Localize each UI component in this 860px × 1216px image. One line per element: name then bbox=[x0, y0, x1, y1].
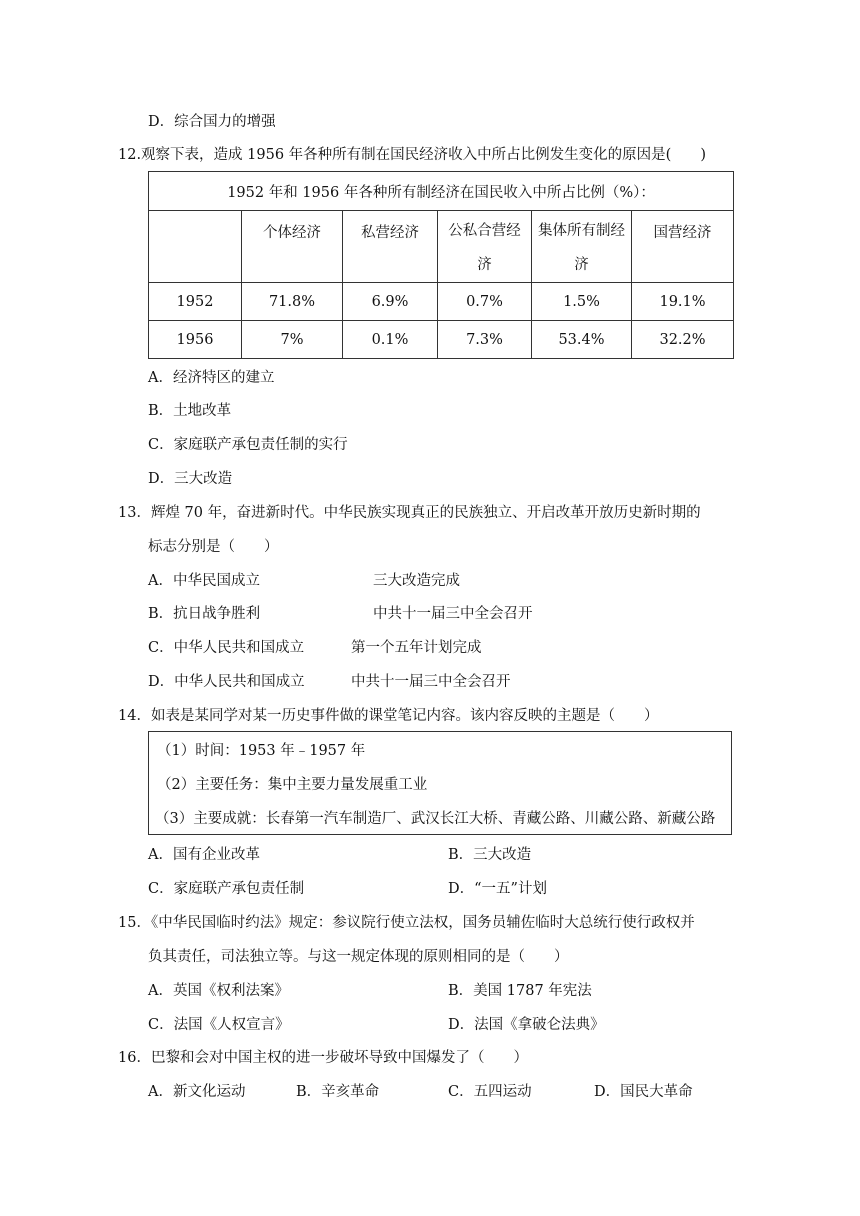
q13-option-b-detail: 中共十一届三中全会召开 bbox=[373, 606, 533, 622]
table-cell: 53.4% bbox=[532, 321, 632, 359]
table-cell: 32.2% bbox=[632, 321, 734, 359]
q12-option-c[interactable]: C．家庭联产承包责任制的实行 bbox=[148, 437, 348, 453]
q16-option-d[interactable]: D．国民大革命 bbox=[594, 1084, 693, 1100]
q14-note-time: （1）时间：1953 年﹣1957 年 bbox=[157, 743, 366, 759]
q13-stem-line1: 13．辉煌 70 年，奋进新时代。中华民族实现真正的民族独立、开启改革开放历史新时期的 bbox=[118, 505, 701, 521]
q13-option-c-detail: 第一个五年计划完成 bbox=[351, 640, 482, 656]
table-header-cell bbox=[532, 211, 632, 283]
table-cell: 0.1% bbox=[343, 321, 438, 359]
q13-option-a[interactable]: A．中华民国成立 bbox=[148, 573, 260, 589]
table-header-cell: 国营经济 bbox=[632, 211, 734, 283]
q16-option-b[interactable]: B．辛亥革命 bbox=[296, 1084, 380, 1100]
q12-option-a[interactable]: A．经济特区的建立 bbox=[148, 370, 275, 386]
table-header-cell: 私营经济 bbox=[343, 211, 438, 283]
header-line: 集体所有制经 bbox=[538, 223, 625, 239]
header-line: 公私合营经 bbox=[448, 223, 521, 239]
q14-option-b[interactable]: B．三大改造 bbox=[448, 847, 532, 863]
table-header-cell bbox=[438, 211, 532, 283]
q16-option-c[interactable]: C．五四运动 bbox=[448, 1084, 532, 1100]
q14-option-c[interactable]: C．家庭联产承包责任制 bbox=[148, 881, 305, 897]
q15-option-d[interactable]: D．法国《拿破仑法典》 bbox=[448, 1017, 605, 1033]
q13-option-b[interactable]: B．抗日战争胜利 bbox=[148, 606, 261, 622]
q12-stem: 12.观察下表，造成 1956 年各种所有制在国民经济收入中所占比例发生变化的原因是( ) bbox=[118, 147, 706, 163]
q13-option-c[interactable]: C．中华人民共和国成立 bbox=[148, 640, 305, 656]
table-row bbox=[149, 283, 734, 321]
q15-option-a[interactable]: A．英国《权利法案》 bbox=[148, 983, 289, 999]
q14-note-task: （2）主要任务：集中主要力量发展重工业 bbox=[157, 777, 428, 793]
header-line: 济 bbox=[477, 257, 492, 273]
q13-option-d-detail: 中共十一届三中全会召开 bbox=[351, 674, 511, 690]
table-row bbox=[149, 321, 734, 359]
q15-option-c[interactable]: C．法国《人权宣言》 bbox=[148, 1017, 290, 1033]
q12-table bbox=[148, 171, 734, 359]
q13-stem-line2: 标志分别是（ ） bbox=[148, 539, 279, 555]
q14-notes-box bbox=[148, 731, 732, 835]
q12-option-d[interactable]: D．三大改造 bbox=[148, 471, 233, 487]
table-cell: 7% bbox=[242, 321, 343, 359]
q11-option-d: D．综合国力的增强 bbox=[148, 114, 276, 130]
q16-stem: 16．巴黎和会对中国主权的进一步破坏导致中国爆发了（ ） bbox=[118, 1050, 528, 1066]
table-cell: 19.1% bbox=[632, 283, 734, 321]
q15-stem-line2: 负其责任，司法独立等。与这一规定体现的原则相同的是（ ） bbox=[148, 949, 569, 965]
q14-option-d[interactable]: D．“一五”计划 bbox=[448, 881, 547, 897]
q14-stem: 14．如表是某同学对某一历史事件做的课堂笔记内容。该内容反映的主题是（ ） bbox=[118, 708, 659, 724]
q12-table-title: 1952 年和 1956 年各种所有制经济在国民收入中所占比例（%）： bbox=[149, 172, 734, 211]
q15-stem-line1: 15．《中华民国临时约法》规定：参议院行使立法权，国务员辅佐临时大总统行使行政权并 bbox=[118, 915, 695, 931]
table-cell: 71.8% bbox=[242, 283, 343, 321]
q13-option-d[interactable]: D．中华人民共和国成立 bbox=[148, 674, 305, 690]
table-cell: 1956 bbox=[149, 321, 242, 359]
q15-option-b[interactable]: B．美国 1787 年宪法 bbox=[448, 983, 592, 999]
q12-option-b[interactable]: B．土地改革 bbox=[148, 403, 232, 419]
table-cell: 7.3% bbox=[438, 321, 532, 359]
header-line: 济 bbox=[574, 257, 589, 273]
q14-note-achievements: （3）主要成就：长春第一汽车制造厂、武汉长江大桥、青藏公路、川藏公路、新藏公路 bbox=[155, 811, 716, 827]
table-cell: 0.7% bbox=[438, 283, 532, 321]
table-cell: 6.9% bbox=[343, 283, 438, 321]
table-header-cell bbox=[149, 211, 242, 283]
table-cell: 1.5% bbox=[532, 283, 632, 321]
table-header-cell: 个体经济 bbox=[242, 211, 343, 283]
q14-option-a[interactable]: A．国有企业改革 bbox=[148, 847, 260, 863]
q16-option-a[interactable]: A．新文化运动 bbox=[148, 1084, 246, 1100]
q12-table-header-row bbox=[149, 211, 734, 283]
q13-option-a-detail: 三大改造完成 bbox=[373, 573, 460, 589]
table-cell: 1952 bbox=[149, 283, 242, 321]
